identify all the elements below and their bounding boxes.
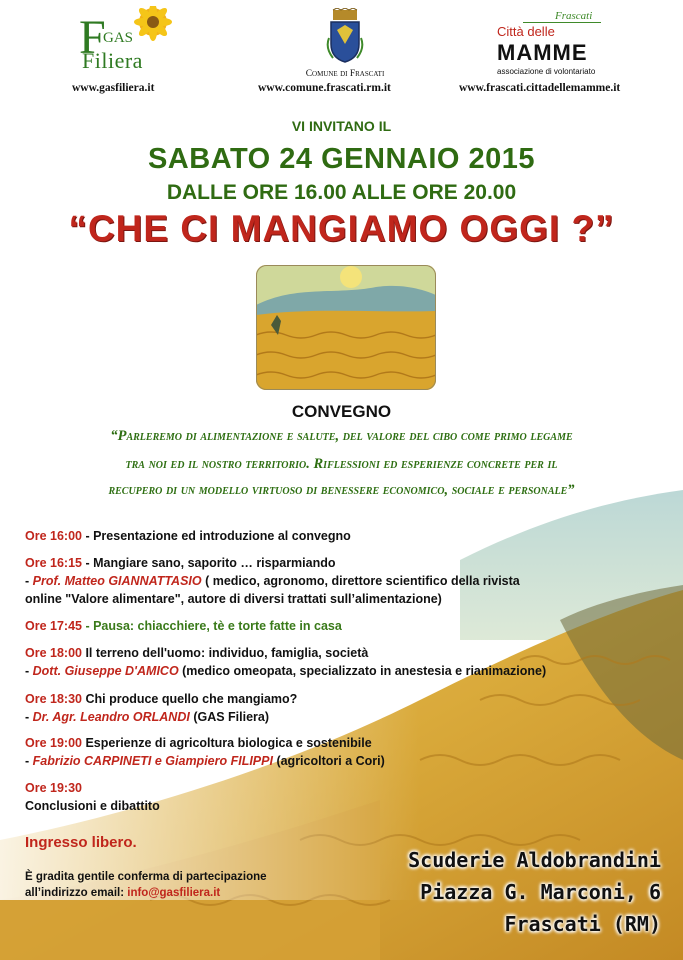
coat-of-arms-icon (325, 8, 365, 66)
agenda-speaker: Fabrizio CARPINETI e Giampiero FILIPPI (32, 754, 273, 768)
agenda-item-5 (25, 690, 297, 726)
agenda-speaker-note: ( medico, agronomo, direttore scientifico della rivista (201, 574, 520, 588)
quote-line-1: “Parleremo di alimentazione e salute, del valore del cibo come primo legame (110, 428, 573, 444)
agenda-speaker-note-cont: online "Valore alimentare", autore di diversi trattati sull’alimentazione) (25, 592, 442, 606)
agenda-speaker: Dott. Giuseppe D'AMICO (32, 664, 179, 678)
rsvp-email-link[interactable]: info@gasfiliera.it (127, 887, 221, 899)
agenda-time: Ore 16:00 (25, 529, 82, 543)
citta-delle-mamme-url[interactable]: www.frascati.cittadellemamme.it (459, 82, 621, 94)
agenda-speaker-prefix: - (25, 664, 33, 678)
address-venue: Scuderie Aldobrandini (408, 848, 661, 872)
comune-frascati-url[interactable]: www.comune.frascati.rm.it (258, 82, 391, 94)
agenda-speaker-note: (medico omeopata, specializzato in anestesia e rianimazione) (178, 664, 547, 678)
agenda-time: Ore 19:30 (25, 781, 82, 795)
agenda-speaker-prefix: - (25, 574, 33, 588)
rsvp-line-1: È gradita gentile conferma di partecipazione (25, 871, 267, 883)
ingresso-libero: Ingresso libero. (25, 834, 137, 851)
agenda-item-1 (25, 527, 351, 545)
mamme-logo-line3: associazione di volontariato (497, 67, 596, 76)
agenda-item-2 (25, 554, 520, 608)
agenda-speaker: Prof. Matteo GIANNATTASIO (32, 574, 202, 588)
gas-filiera-logo (75, 6, 185, 81)
gas-filiera-url[interactable]: www.gasfiliera.it (72, 82, 155, 94)
mamme-logo-line1: Città delle (497, 24, 555, 39)
agenda-speaker-prefix: - (25, 710, 33, 724)
agenda-speaker-note: (agricoltori a Cori) (272, 754, 385, 768)
gas-logo-line2: Filiera (82, 48, 143, 73)
agenda-item-7 (25, 779, 160, 815)
comune-caption: Comune di Frascati (305, 69, 385, 79)
agenda-text: Chi produce quello che mangiamo? (81, 692, 298, 706)
address-city: Frascati (RM) (504, 912, 661, 936)
citta-delle-mamme-logo (495, 10, 615, 80)
mamme-logo-line2: MAMME (497, 40, 588, 65)
agenda-text: - Presentazione ed introduzione al convegno (81, 529, 351, 543)
agenda-text: Conclusioni e dibattito (25, 799, 160, 813)
agenda-time: Ore 19:00 (25, 736, 82, 750)
invite-text: VI INVITANO IL (291, 118, 392, 134)
agenda-text: - Mangiare sano, saporito … risparmiando (81, 556, 336, 570)
van-gogh-painting (256, 265, 436, 390)
agenda-item-3 (25, 617, 342, 635)
gas-logo-f: F (79, 11, 106, 64)
rsvp-note (25, 869, 267, 901)
agenda-time: Ore 18:30 (25, 692, 82, 706)
agenda-time: Ore 16:15 (25, 556, 82, 570)
address-street: Piazza G. Marconi, 6 (420, 880, 661, 904)
rsvp-prefix: all’indirizzo email: (25, 887, 128, 899)
convegno-heading: CONVEGNO (291, 402, 392, 421)
gas-logo-line1: GAS (103, 30, 134, 46)
comune-frascati-logo (300, 8, 390, 83)
agenda-speaker-note: (GAS Filiera) (189, 710, 270, 724)
agenda-item-4 (25, 644, 546, 680)
quote-line-2: tra noi ed il nostro territorio. Riflessioni ed esperienze concrete per il (125, 456, 558, 472)
agenda-item-6 (25, 734, 385, 770)
agenda-text: Il terreno dell'uomo: individuo, famiglia, società (81, 646, 369, 660)
quote-line-3: recupero di un modello virtuoso di benessere economico, sociale e personale” (108, 482, 575, 498)
agenda-speaker-prefix: - (25, 754, 33, 768)
event-hours: DALLE ORE 16.00 ALLE ORE 20.00 (166, 181, 517, 204)
agenda-text: - Pausa: chiacchiere, tè e torte fatte in casa (81, 619, 342, 633)
mamme-logo-top: Frascati (555, 10, 593, 22)
agenda-time: Ore 17:45 (25, 619, 82, 633)
event-title: “CHE CI MANGIAMO OGGI ?” (68, 208, 615, 249)
mamme-logo-line (523, 22, 601, 23)
agenda-speaker: Dr. Agr. Leandro ORLANDI (32, 710, 190, 724)
agenda-time: Ore 18:00 (25, 646, 82, 660)
agenda-text: Esperienze di agricoltura biologica e sostenibile (81, 736, 372, 750)
event-date: SABATO 24 GENNAIO 2015 (147, 143, 536, 175)
